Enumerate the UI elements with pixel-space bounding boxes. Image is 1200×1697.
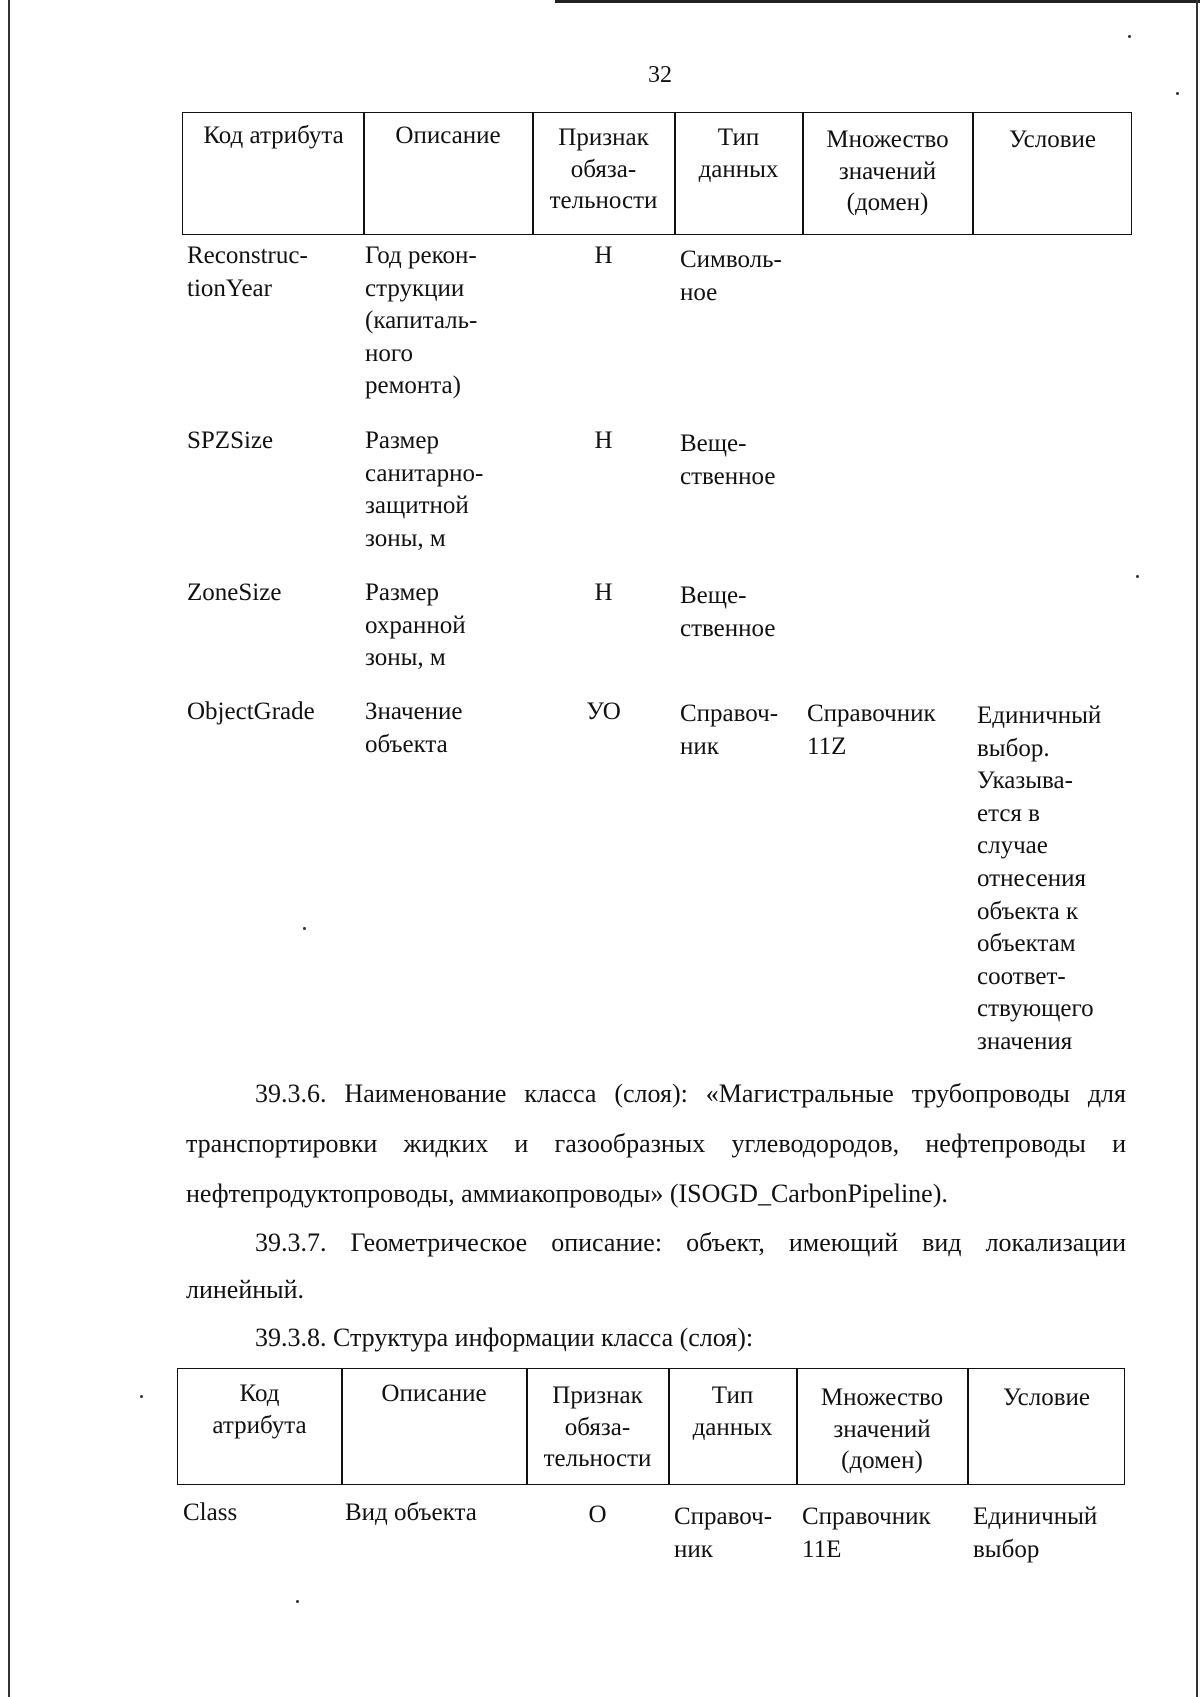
table2-header-data-type: Тип данных: [692, 1382, 773, 1441]
scan-speck: [140, 1395, 143, 1398]
table2-row1-code: Class: [183, 1499, 238, 1526]
table1-row4-required: УО: [586, 698, 621, 725]
table1-header-code: Код атрибута: [203, 122, 344, 149]
table1-row2-required: Н: [594, 427, 613, 454]
table1-row4-domain: Справочник 11Z: [807, 700, 936, 760]
table1-row1-data-type: Символь- ное: [680, 246, 782, 306]
table1-row1-description: Год рекон- струкции (капиталь- ного ремонта): [365, 242, 478, 400]
table1-header-description: Описание: [395, 122, 501, 149]
paragraph-line: 39.3.7. Геометрическое описание: объект, имеющий вид локализации: [255, 1228, 1126, 1257]
paragraph-39-3-6-line1: [255, 1077, 1126, 1111]
scan-speck: [1128, 35, 1131, 38]
table2-header-domain: Множество значений (домен): [820, 1384, 944, 1474]
table2-header-required: Признак обяза- тельности: [543, 1382, 652, 1472]
paragraph-line: нефтепродуктопроводы, аммиакопроводы» (ISOGD_CarbonPipeline).: [186, 1179, 948, 1208]
scan-speck: [303, 927, 306, 930]
table1-header-domain: Множество значений (домен): [826, 126, 949, 216]
paragraph-line: 39.3.6. Наименование класса (слоя): «Магистральные трубопроводы для: [255, 1079, 1126, 1108]
table2-row1-condition: Единичный выбор: [973, 1503, 1098, 1563]
table1-row3-data-type: Веще- ственное: [680, 582, 776, 642]
table2-header-condition: Условие: [1002, 1384, 1091, 1411]
paragraph-39-3-7-line1: [255, 1226, 1126, 1260]
table1-row4-code: ObjectGrade: [187, 698, 315, 725]
table1-header-required: Признак обяза- тельности: [549, 124, 658, 214]
table2-row1-data-type: Справоч- ник: [674, 1503, 773, 1563]
table1-row4-description: Значение объекта: [365, 698, 463, 758]
paragraph-39-3-7-line2: [186, 1273, 304, 1307]
table2-header-code: Код атрибута: [212, 1380, 307, 1439]
scan-top-border: [555, 0, 1200, 3]
table1-row1-required: Н: [594, 242, 613, 269]
page-number: 32: [648, 62, 672, 88]
paragraph-line: транспортировки жидких и газообразных углеводородов, нефтепроводы и: [186, 1129, 1126, 1158]
paragraph-39-3-6-line3: [186, 1177, 948, 1211]
scan-speck: [1136, 575, 1139, 578]
scan-speck: [1176, 92, 1179, 95]
scan-left-border: [8, 0, 10, 1697]
table1-row1-code: Reconstruc- tionYear: [187, 242, 308, 302]
table1-row3-description: Размер охранной зоны, м: [365, 579, 466, 672]
paragraph-39-3-6-line2: [186, 1127, 1126, 1161]
table2-row1-domain: Справочник 11Е: [802, 1503, 931, 1563]
table1-row4-data-type: Справоч- ник: [680, 700, 779, 760]
paragraph-39-3-8: [255, 1321, 753, 1355]
table1-row4-condition: Единичный выбор. Указыва- ется в случае отнесения объекта к объектам соответ- ствующего значения: [977, 702, 1102, 1055]
table1-header-data-type: Тип данных: [698, 124, 779, 183]
table1-row2-code: SPZSize: [187, 427, 274, 454]
table1-header-condition: Условие: [1008, 126, 1097, 153]
table1-row3-required: Н: [594, 579, 613, 606]
scan-right-border: [1196, 0, 1198, 1697]
table2-header-description: Описание: [381, 1380, 487, 1407]
table1-row2-description: Размер санитарно- защитной зоны, м: [365, 427, 484, 552]
table1-row2-data-type: Веще- ственное: [680, 430, 776, 490]
table2-row1-description: Вид объекта: [345, 1499, 477, 1526]
scan-speck: [296, 1600, 299, 1603]
table1-row3-code: ZoneSize: [187, 579, 282, 606]
paragraph-line: линейный.: [186, 1275, 305, 1304]
paragraph-line: 39.3.8. Структура информации класса (слоя):: [255, 1323, 754, 1352]
table2-row1-required: О: [588, 1501, 607, 1528]
